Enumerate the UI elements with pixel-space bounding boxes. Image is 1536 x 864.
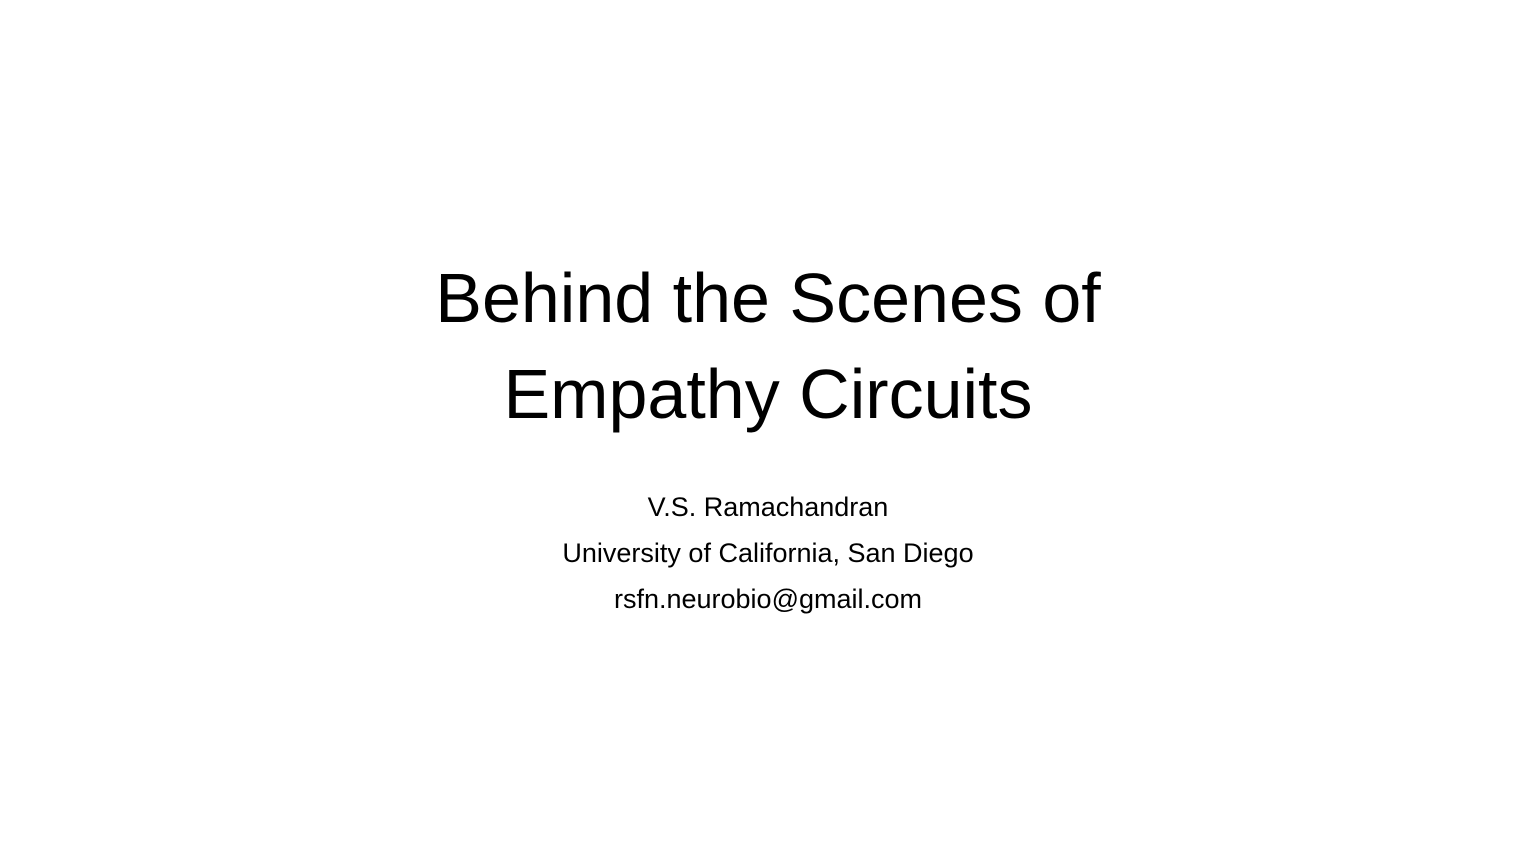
author-name: V.S. Ramachandran — [647, 492, 889, 522]
title-line-2: Empathy Circuits — [503, 355, 1033, 433]
slide-subtitle — [0, 484, 1536, 622]
email-address: rsfn.neurobio@gmail.com — [613, 584, 923, 614]
title-line-1: Behind the Scenes of — [435, 259, 1101, 337]
affiliation: University of California, San Diego — [562, 538, 974, 568]
slide-title — [0, 250, 1536, 442]
